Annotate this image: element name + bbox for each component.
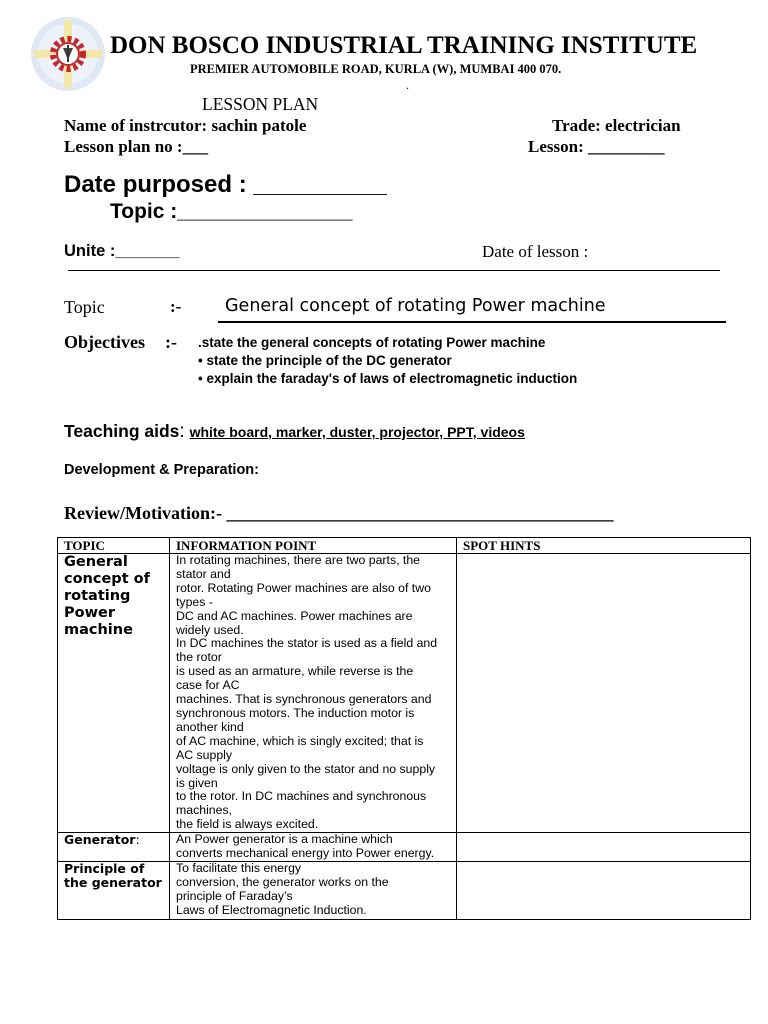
- row-information: [170, 554, 457, 833]
- row-spot-hints: [457, 833, 751, 862]
- institute-name: DON BOSCO INDUSTRIAL TRAINING INSTITUTE: [110, 32, 698, 59]
- row-topic: [58, 833, 170, 862]
- lesson-number: Lesson: _________: [528, 137, 665, 156]
- lesson-table: [57, 537, 751, 920]
- info-line: machines. That is synchronous generators and: [176, 692, 432, 707]
- info-line: principle of Faraday’s: [176, 888, 293, 903]
- info-line: In rotating machines, there are two parts, the: [176, 553, 421, 567]
- unite: Unite :_______: [64, 242, 180, 260]
- trade: Trade: electrician: [552, 116, 681, 135]
- table-row: [58, 554, 751, 833]
- row-topic: Principle of the generator: [58, 861, 170, 919]
- table-header-row: [58, 538, 751, 554]
- teaching-aids-colon: :: [179, 421, 185, 442]
- info-line: AC supply: [176, 747, 233, 762]
- info-line: rotor. Rotating Power machines are also of two: [176, 580, 431, 595]
- row-topic: General concept of rotating Power machine: [58, 554, 170, 833]
- institute-address: PREMIER AUTOMOBILE ROAD, KURLA (W), MUMBAI 400 070.: [190, 62, 562, 76]
- instructor-name: Name of instrcutor: sachin patole: [64, 116, 307, 135]
- lesson-plan-no: Lesson plan no :___: [64, 137, 209, 156]
- info-line: the field is always excited.: [176, 817, 319, 832]
- info-line: To facilitate this energy: [176, 860, 302, 875]
- info-line: synchronous motors. The induction motor is: [176, 705, 415, 720]
- objective-item: • explain the faraday's of laws of electromagnetic induction: [198, 371, 578, 386]
- info-line: voltage is only given to the stator and no supply: [176, 761, 436, 776]
- institute-emblem-gear-icon: [28, 16, 108, 92]
- info-line: the rotor: [176, 650, 222, 665]
- info-line: DC and AC machines. Power machines are: [176, 608, 413, 623]
- objective-item: .state the general concepts of rotating Power machine: [198, 335, 546, 350]
- header-dot: .: [406, 78, 409, 92]
- info-line: stator and: [176, 566, 231, 581]
- row-topic-text: Generator: [64, 832, 136, 848]
- teaching-aids: [64, 421, 525, 443]
- info-line: of AC machine, which is singly excited; that is: [176, 733, 424, 748]
- table-row: [58, 861, 751, 919]
- teaching-aids-value: white board, marker, duster, projector, PPT, videos: [189, 424, 525, 440]
- row-information: [170, 861, 457, 919]
- row-spot-hints: [457, 554, 751, 833]
- topic-label: Topic: [64, 297, 105, 317]
- topic-separator: :-: [170, 297, 182, 316]
- row-topic-suffix: :: [135, 832, 140, 848]
- column-header-information-point: INFORMATION POINT: [170, 538, 457, 554]
- column-header-spot-hints: SPOT HINTS: [457, 538, 751, 554]
- info-line: An Power generator is a machine which: [176, 832, 393, 847]
- lesson-plan-heading: LESSON PLAN: [202, 94, 319, 114]
- table-row: [58, 833, 751, 862]
- info-line: machines,: [176, 803, 233, 818]
- info-line: converts mechanical energy into Power energy.: [176, 846, 435, 861]
- topic-underline: [218, 321, 726, 323]
- info-line: case for AC: [176, 678, 240, 693]
- row-spot-hints: [457, 861, 751, 919]
- info-line: is given: [176, 775, 218, 790]
- info-line: another kind: [176, 719, 244, 734]
- info-line: Laws of Electromagnetic Induction.: [176, 902, 367, 917]
- teaching-aids-label: Teaching aids: [64, 421, 180, 441]
- objectives-label: Objectives: [64, 332, 145, 352]
- date-purposed: Date purposed : __________: [64, 171, 387, 198]
- info-line: to the rotor. In DC machines and synchronous: [176, 789, 427, 804]
- row-information: [170, 833, 457, 862]
- info-line: conversion, the generator works on the: [176, 874, 389, 889]
- topic-value: General concept of rotating Power machine: [225, 296, 606, 316]
- divider-line: [68, 270, 720, 271]
- info-line: In DC machines the stator is used as a field and: [176, 636, 438, 651]
- review-motivation: Review/Motivation:- ___________________________________________: [64, 503, 614, 523]
- development-preparation: Development & Preparation:: [64, 462, 259, 478]
- date-of-lesson: Date of lesson :: [482, 242, 589, 261]
- column-header-topic: TOPIC: [58, 538, 170, 554]
- institute-logo: [28, 16, 108, 92]
- info-line: types -: [176, 594, 213, 609]
- topic-blank: Topic :_______________: [110, 200, 353, 223]
- info-line: is used as an armature, while reverse is the: [176, 664, 414, 679]
- info-line: widely used.: [176, 622, 244, 637]
- objective-item: • state the principle of the DC generator: [198, 353, 452, 368]
- objectives-separator: :-: [165, 332, 177, 352]
